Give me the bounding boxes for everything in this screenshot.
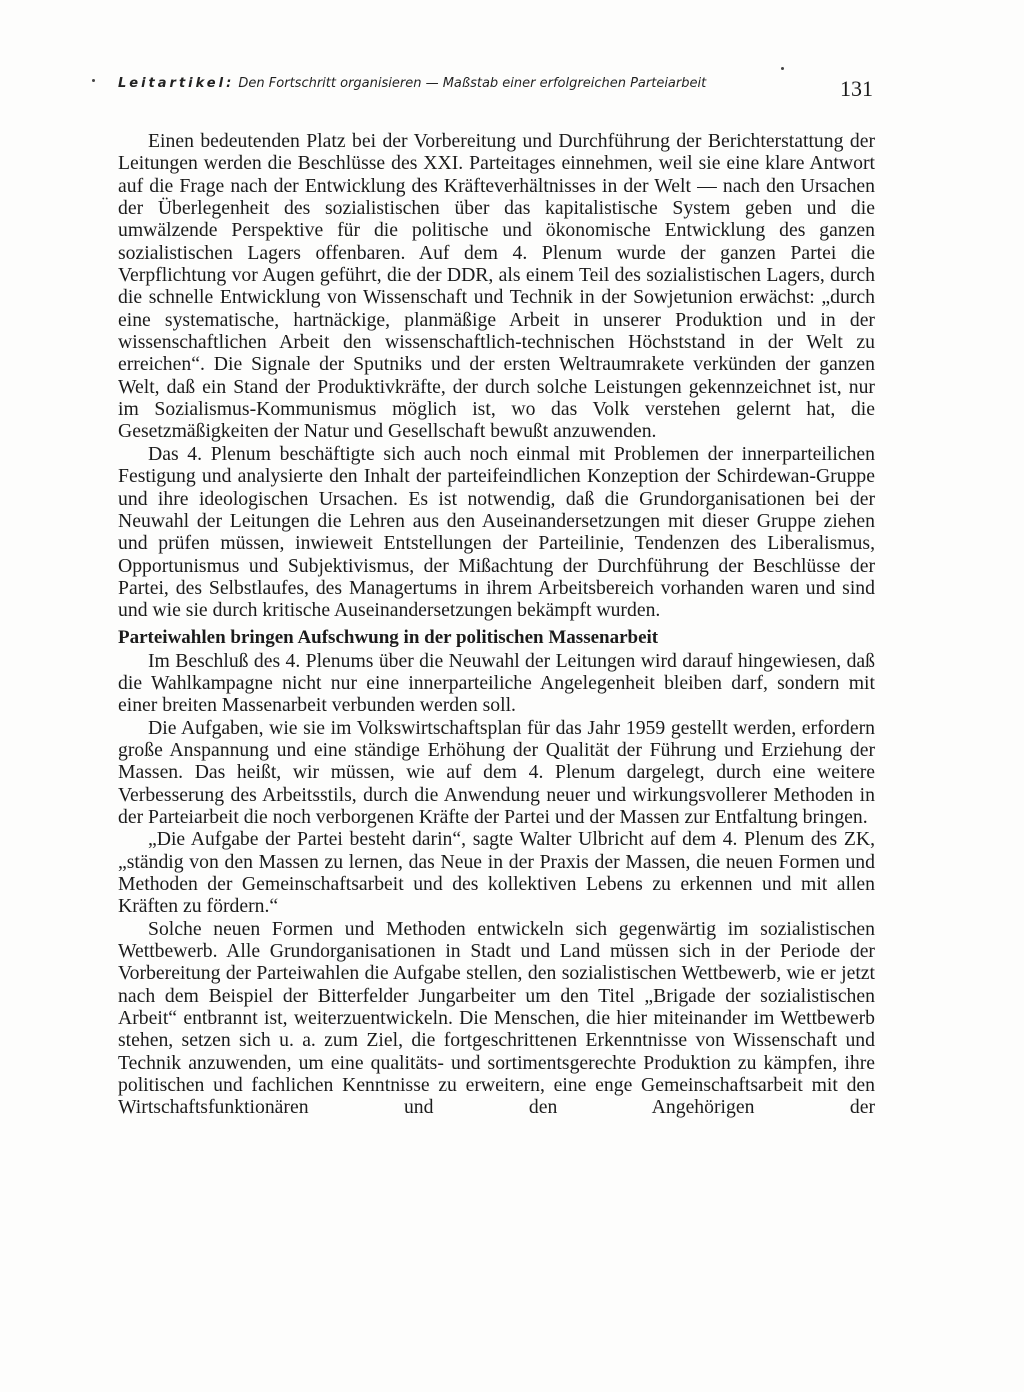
print-speck [92,79,95,82]
paragraph: „Die Aufgabe der Partei besteht darin“, sagte Walter Ulbricht auf dem 4. Plenum des ZK, „ständig von den Massen zu lernen, das Neue in der Praxis der Massen, die neuen Formen und Methoden der Gemeinschaftsarbeit und des kollektiven Lebens zu erkennen und mit allen Kräften zu fördern.“ [118,828,875,918]
paragraph: Das 4. Plenum beschäftigte sich auch noch einmal mit Problemen der innerparteilichen Festigung und analysierte den Inhalt der parteifeindlichen Konzeption der Schirdewan-Gruppe und ihre ideologischen Ursachen. Es ist notwendig, daß die Grundorganisationen bei der Neuwahl der Leitungen die Lehren aus den Auseinandersetzungen mit dieser Gruppe ziehen und prüfen müssen, inwieweit Entstellungen der Parteilinie, Tendenzen des Liberalismus, Opportunismus und Subjektivismus, der Mißachtung der Durchführung der Beschlüsse der Partei, des Selbstlaufes, des Managertums in ihrem Arbeitsbereich vorhanden waren und sind und wie sie durch kritische Auseinandersetzungen bekämpft wurden. [118,442,875,622]
paragraph: Solche neuen Formen und Methoden entwickeln sich gegenwärtig im sozialistischen Wettbewerb. Alle Grundorganisationen in Stadt und Land müssen sich in der Periode der Vorbereitung der Parteiwahlen die Aufgabe stellen, den sozialistischen Wettbewerb, wie er jetzt nach dem Beispiel der Bitterfelder Jungarbeiter um den Titel „Brigade der sozialistischen Arbeit“ entbrannt ist, weiterzuentwickeln. Die Menschen, die hier miteinander im Wettbewerb stehen, setzen sich u. a. zum Ziel, die fortgeschrittenen Erkenntnisse von Wissenschaft und Technik anzuwenden, um eine qualitäts- und sortimentsgerechte Produktion zu kämpfen, ihre politischen und fachlichen Kenntnisse zu erweitern, eine enge Gemeinschaftsarbeit mit den Wirtschaftsfunktionären und den Angehörigen der [118,917,875,1119]
paragraph: Die Aufgaben, wie sie im Volkswirtschaftsplan für das Jahr 1959 gestellt werden, erfordern große Anspannung und eine ständige Erhöhung der Qualität der Führung und Erziehung der Massen. Das heißt, wir müssen, wie auf dem 4. Plenum dargelegt, durch eine weitere Verbesserung des Arbeitsstils, durch die Anwendung neuer und wirkungsvollerer Methoden in der Parteiarbeit die noch verborgenen Kräfte der Partei und der Massen zur Entfaltung bringen. [118,716,875,828]
running-head-section-label: Leitartikel: [118,76,235,91]
running-head-title: Den Fortschritt organisieren — Maßstab einer erfolgreichen Parteiarbeit [238,76,707,91]
running-head [118,76,768,91]
page-number: 131 [840,76,873,101]
paragraph: Einen bedeutenden Platz bei der Vorbereitung und Durchführung der Berichterstattung der Leitungen werden die Beschlüsse des XXI. Parteitages einnehmen, weil sie eine klare Antwort auf die Frage nach der Entwicklung des Kräfteverhältnisses in der Welt — nach den Ursachen der Überlegenheit des sozialistischen über das kapitalistische System geben und die umwälzende Perspektive für die politische und ökonomische Entwicklung des ganzen sozialistischen Lagers offenbaren. Auf dem 4. Plenum wurde der ganzen Partei die Verpflichtung vor Augen geführt, die der DDR, als einem Teil des sozialistischen Lagers, durch die schnelle Entwicklung von Wissenschaft und Technik in der Sowjetunion erwächst: „durch eine systematische, hartnäckige, planmäßige Arbeit in unserer Produktion und in der wissenschaftlichen Arbeit den wissenschaftlich-technischen Höchststand in der Welt zu erreichen“. Die Signale der Sputniks und der ersten Weltraumrakete verkünden der ganzen Welt, daß ein Stand der Produktivkräfte, der durch solche Leistungen gekennzeichnet ist, nur im Sozialismus-Kommunismus möglich ist, wo das Volk verstehen gelernt hat, die Gesetzmäßigkeiten der Natur und Gesellschaft bewußt anzuwenden. [118,130,875,443]
paragraph: Im Beschluß des 4. Plenums über die Neuwahl der Leitungen wird darauf hingewiesen, daß die Wahlkampagne nicht nur eine innerparteiliche Angelegenheit bleiben darf, sondern mit einer breiten Massenarbeit verbunden werden soll. [118,649,875,717]
article-body [118,130,875,1119]
print-speck [781,67,784,70]
section-heading: Parteiwahlen bringen Aufschwung in der politischen Massenarbeit [118,626,659,648]
